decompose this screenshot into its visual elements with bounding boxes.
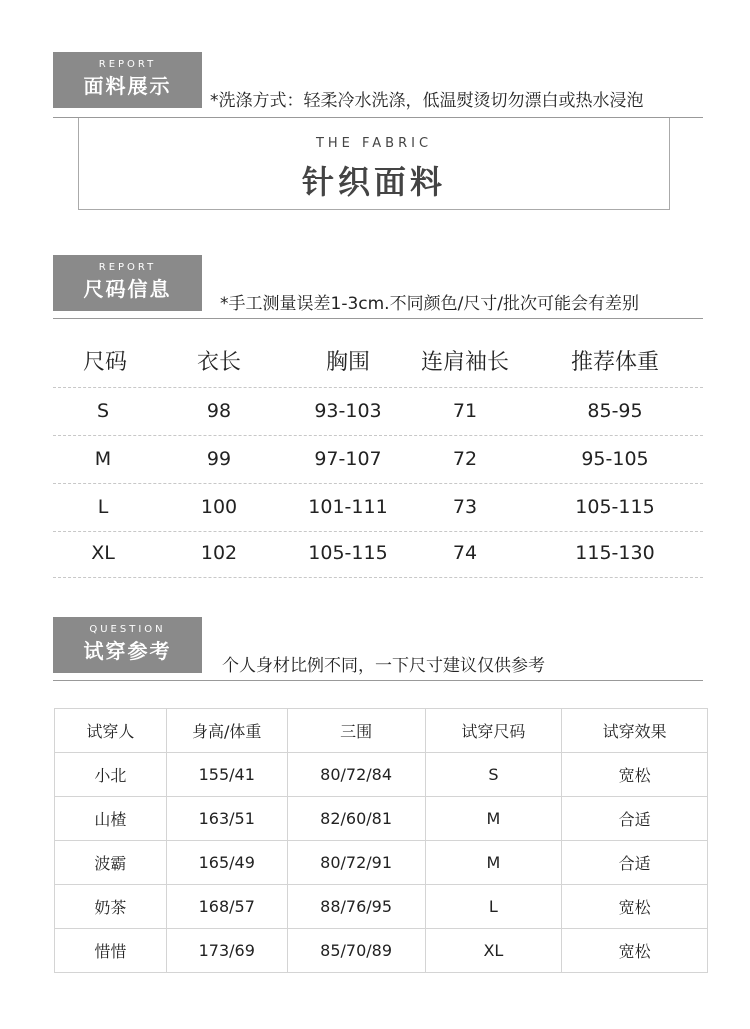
height-weight: 168/57 [166,885,287,929]
fabric-title-en: THE FABRIC [315,136,433,151]
chest-value: 97-107 [314,448,382,470]
measurement-note: *手工测量误差1-3cm.不同颜色/尺寸/批次可能会有差别 [220,294,640,314]
length-value: 99 [206,448,232,470]
size-header-cell: 连肩袖长 [420,350,509,375]
size-row [53,387,703,436]
measurements: 85/70/89 [287,929,425,973]
tester-name: 波霸 [55,841,167,885]
measurements: 88/76/95 [287,885,425,929]
fabric-title-box [78,118,670,210]
tryon-row [55,797,708,841]
weight-value: 95-105 [581,448,649,470]
tester-name: 小北 [55,753,167,797]
tryon-header-cell: 试穿效果 [562,709,708,753]
weight-value: 105-115 [575,496,655,518]
size-label: XL [91,542,115,564]
tester-name: 山楂 [55,797,167,841]
tryon-header-row [55,709,708,753]
tryon-table [54,708,708,973]
tryon-section-tag [53,617,202,673]
measurements: 82/60/81 [287,797,425,841]
size-header-cell: 尺码 [82,350,127,375]
tester-name: 奶茶 [55,885,167,929]
length-value: 100 [200,496,238,518]
length-value: 102 [200,542,238,564]
weight-value: 85-95 [587,400,643,422]
tried-size: L [425,885,562,929]
size-label: M [94,448,112,470]
tester-name: 惜惜 [55,929,167,973]
height-weight: 173/69 [166,929,287,973]
washing-note: *洗涤方式：轻柔冷水洗涤，低温熨烫切勿漂白或热水浸泡 [210,91,644,111]
height-weight: 163/51 [166,797,287,841]
fabric-section-tag [53,52,202,108]
tryon-row [55,841,708,885]
sleeve-value: 72 [452,448,478,470]
tryon-header-cell: 试穿尺码 [425,709,562,753]
tryon-header-cell: 试穿人 [55,709,167,753]
fit-effect: 宽松 [562,929,708,973]
size-label: S [96,400,110,422]
chest-value: 93-103 [314,400,382,422]
fabric-title-cn: 针织面料 [301,163,446,201]
size-row [53,435,703,484]
tried-size: XL [425,929,562,973]
size-header-cell: 胸围 [325,350,370,375]
tried-size: M [425,841,562,885]
fit-effect: 宽松 [562,885,708,929]
tryon-divider [53,680,703,681]
size-row [53,483,703,532]
tryon-tag-title: 试穿参考 [83,639,172,663]
chest-value: 105-115 [308,542,388,564]
fit-effect: 合适 [562,841,708,885]
size-label: L [97,496,109,518]
fabric-tag-en: REPORT [98,59,157,70]
size-tag-en: REPORT [98,262,157,273]
size-row [53,529,703,578]
size-section-tag [53,255,202,311]
tryon-row [55,753,708,797]
size-divider [53,318,703,319]
length-value: 98 [206,400,232,422]
height-weight: 155/41 [166,753,287,797]
fit-effect: 合适 [562,797,708,841]
fit-effect: 宽松 [562,753,708,797]
size-tag-title: 尺码信息 [83,277,172,301]
size-header-cell: 衣长 [196,350,241,375]
tried-size: M [425,797,562,841]
height-weight: 165/49 [166,841,287,885]
tried-size: S [425,753,562,797]
size-chart-header [53,339,703,388]
chest-value: 101-111 [308,496,388,518]
sleeve-value: 71 [452,400,478,422]
fabric-tag-title: 面料展示 [83,74,172,98]
sleeve-value: 74 [452,542,478,564]
tryon-note: 个人身材比例不同，一下尺寸建议仅供参考 [222,656,545,676]
measurements: 80/72/91 [287,841,425,885]
size-header-cell: 推荐体重 [570,350,659,375]
tryon-row [55,885,708,929]
tryon-header-cell: 三围 [287,709,425,753]
measurements: 80/72/84 [287,753,425,797]
weight-value: 115-130 [575,542,655,564]
tryon-tag-en: QUESTION [89,624,166,635]
tryon-header-cell: 身高/体重 [166,709,287,753]
sleeve-value: 73 [452,496,478,518]
tryon-row [55,929,708,973]
